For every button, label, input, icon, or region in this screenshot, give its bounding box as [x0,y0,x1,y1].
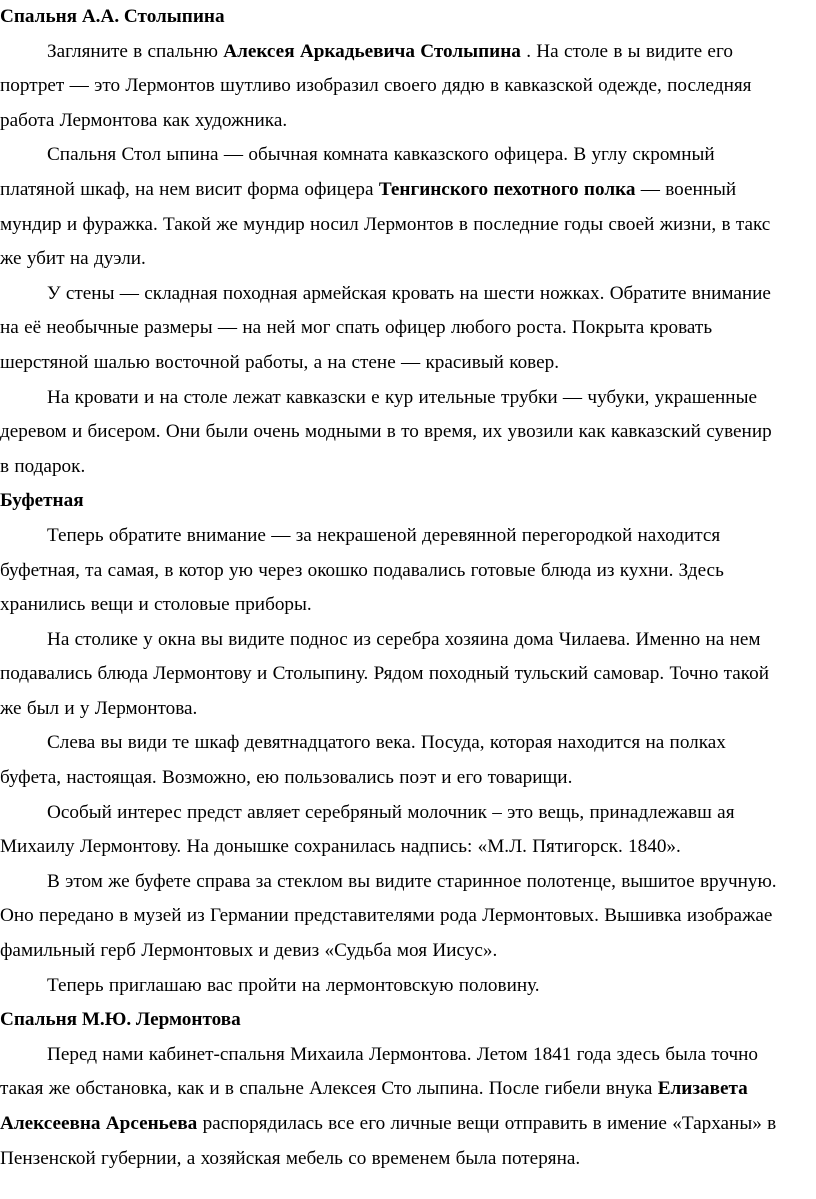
text-line [0,623,816,658]
text-line [0,173,816,208]
text-line [0,1142,816,1177]
text-line [0,311,816,346]
paragraph [0,796,816,865]
paragraph [0,35,816,139]
text-run: Загляните в спальню [47,40,224,62]
text-run: Спальня Стол ыпина — обычная комната кавказского офицера. В углу скромный [47,144,715,166]
text-line [0,277,816,312]
text-line [0,208,816,243]
text-line [0,1072,816,1107]
text-line [0,899,816,934]
text-line [0,104,816,139]
text-run: Оно передано в музей из Германии представителями рода Лермонтовых. Вышивка изображае [0,905,773,927]
text-run: Михаилу Лермонтову. На донышке сохранилась надпись: «М.Л. Пятигорск. 1840». [0,836,681,858]
text-line [0,588,816,623]
text-line [0,830,816,865]
text-run: — военный [635,178,737,200]
text-run: Пензенской губернии, а хозяйская мебель со временем была потеряна. [0,1147,581,1169]
bold-text: Тенгинского пехотного полка [378,178,636,200]
text-run: такая же обстановка, как и в спальне Алексея Сто лыпина. После гибели внука [0,1078,658,1100]
text-run: Особый интерес предст авляет серебряный молочник – это вещь, принадлежавш ая [47,801,735,823]
text-run: Слева вы види те шкаф девятнадцатого века. Посуда, которая находится на полках [47,732,726,754]
text-run: платяной шкаф, на нем висит форма офицера [0,178,379,200]
text-run: Перед нами кабинет-спальня Михаила Лермонтова. Летом 1841 года здесь была точно [47,1043,759,1065]
text-run: в подарок. [0,455,86,477]
text-run: шерстяной шалью восточной работы, а на стене — красивый ковер. [0,351,560,373]
text-line [0,796,816,831]
text-run: Теперь обратите внимание — за некрашеной деревянной перегородкой находится [47,524,721,546]
section-heading: Спальня М.Ю. Лермонтова [0,1009,241,1031]
paragraph [0,726,816,795]
text-line [0,554,816,589]
text-run: фамильный герб Лермонтовых и девиз «Судьба моя Иисус». [0,940,498,962]
paragraph [0,138,816,276]
text-line [0,519,816,554]
text-run: буфетная, та самая, в котор ую через окошко подавались готовые блюда из кухни. Здесь [0,559,724,581]
text-run: же был и у Лермонтова. [0,697,198,719]
text-run: . На столе в ы видите его [520,40,733,62]
text-line [0,450,816,485]
text-line [0,415,816,450]
text-line [0,934,816,969]
text-run: портрет — это Лермонтов шутливо изобразил своего дядю в кавказской одежде, последняя [0,75,752,97]
paragraph [0,1038,816,1176]
text-line [0,242,816,277]
text-line [0,346,816,381]
text-line [0,761,816,796]
text-run: В этом же буфете справа за стеклом вы видите старинное полотенце, вышитое вручную. [47,870,777,892]
section-heading: Спальня А.А. Столыпина [0,6,225,27]
paragraph [0,865,816,969]
paragraph [0,381,816,485]
paragraph [0,277,816,381]
text-line [0,69,816,104]
bold-text: Алексеевна Арсеньева [0,1113,198,1134]
text-run: на её необычные размеры — на ней мог спать офицер любого роста. Покрыта кровать [0,317,713,339]
text-line [0,726,816,761]
text-run: распорядилась все его личные вещи отправить в имение «Тарханы» в [197,1113,777,1134]
text-run: У стены — складная походная армейская кровать на шести ножках. Обратите внимание [47,282,771,304]
text-run: хранились вещи и столовые приборы. [0,594,312,616]
section-heading: Буфетная [0,490,84,512]
text-run: подавались блюда Лермонтову и Столыпину. Рядом походный тульский самовар. Точно такой [0,663,770,685]
text-line [0,381,816,416]
bold-text: Алексея Аркадьевича Столыпина [223,40,521,62]
text-line [0,969,816,1004]
bold-text: Елизавета [657,1078,748,1100]
text-line [0,1038,816,1073]
text-run: На столике у окна вы видите поднос из серебра хозяина дома Чилаева. Именно на нем [47,628,761,650]
text-line [0,138,816,173]
text-line [0,1107,816,1142]
text-run: же убит на дуэли. [0,248,146,270]
text-line [0,865,816,900]
paragraph [0,519,816,623]
text-line [0,35,816,70]
text-line [0,657,816,692]
text-line [0,692,816,727]
text-run: деревом и бисером. Они были очень модными в то время, их увозили как кавказский сувенир [0,421,772,443]
text-run: Теперь приглашаю вас пройти на лермонтовскую половину. [47,974,540,996]
paragraph [0,969,816,1004]
text-run: На кровати и на столе лежат кавказски е кур ительные трубки — чубуки, украшенные [47,386,757,408]
text-run: буфета, настоящая. Возможно, ею пользовались поэт и его товарищи. [0,767,573,789]
text-run: работа Лермонтова как художника. [0,109,288,131]
text-run: мундир и фуражка. Такой же мундир носил Лермонтов в последние годы своей жизни, в такс [0,213,771,235]
paragraph [0,623,816,727]
